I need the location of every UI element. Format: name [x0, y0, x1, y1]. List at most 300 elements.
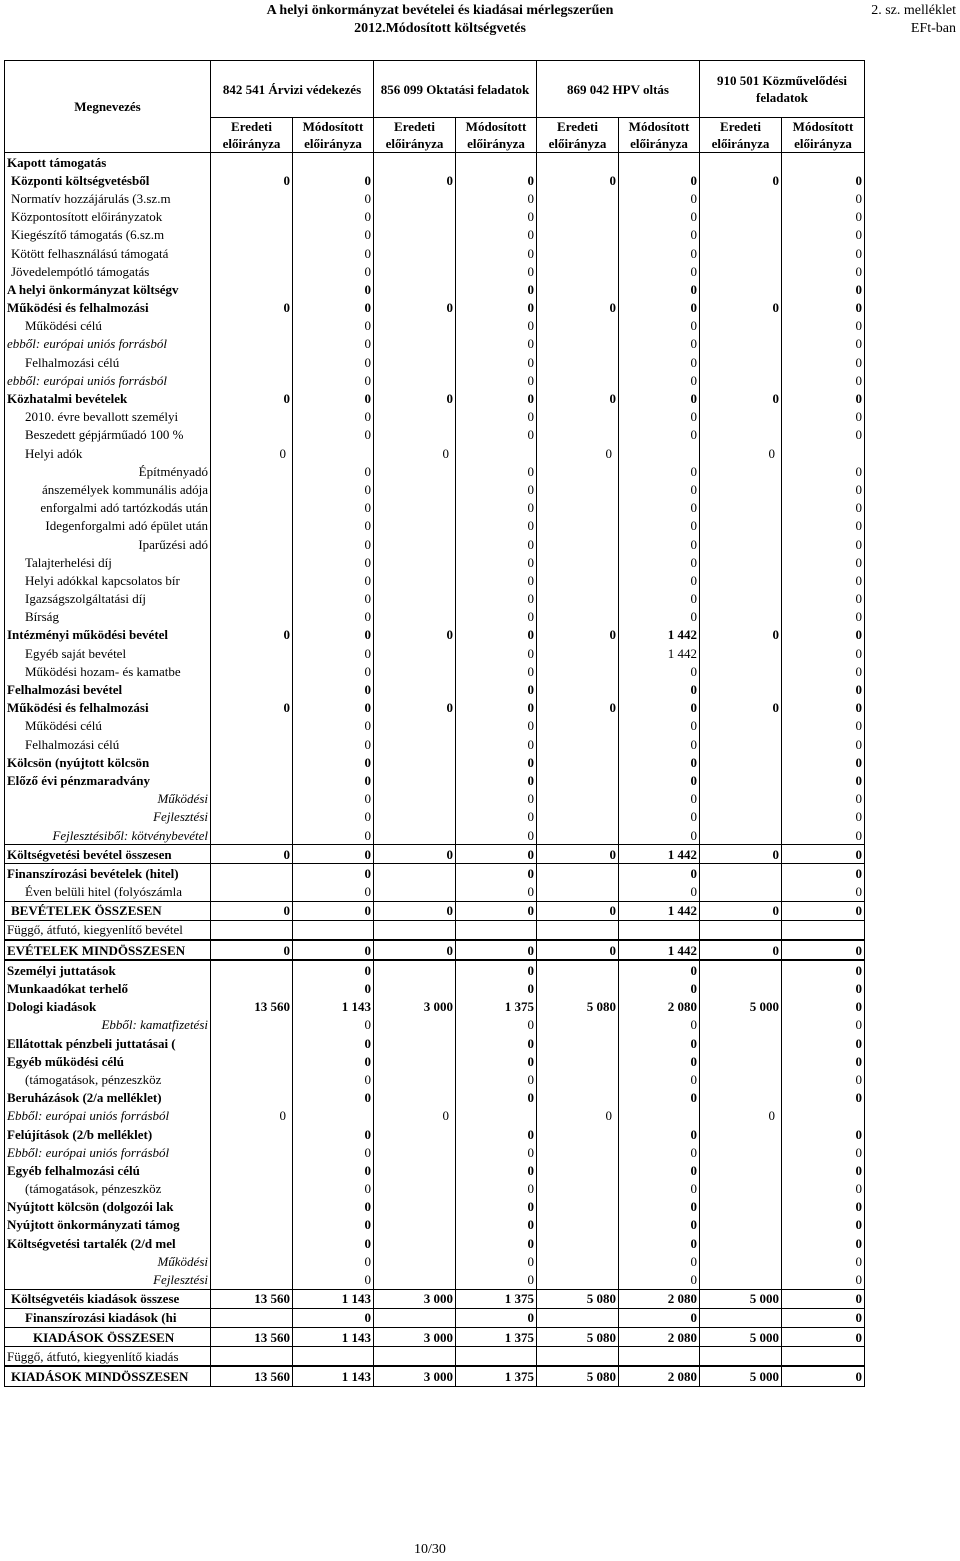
value-cell: [700, 208, 782, 226]
row-label: 2010. évre bevallott személyi: [5, 408, 211, 426]
value-cell: 0: [782, 1328, 865, 1347]
value-cell: 0: [456, 771, 537, 789]
value-cell: [700, 1270, 782, 1289]
value-cell: [374, 153, 456, 172]
value-cell: 0: [293, 226, 374, 244]
table-row: [5, 790, 865, 808]
value-cell: 0: [456, 979, 537, 997]
value-cell: [700, 371, 782, 389]
value-cell: [537, 517, 619, 535]
value-cell: [700, 426, 782, 444]
value-cell: [211, 353, 293, 371]
value-cell: 0: [782, 408, 865, 426]
value-cell: [700, 1034, 782, 1052]
value-cell: 0: [293, 1161, 374, 1179]
value-cell: [374, 244, 456, 262]
value-cell: 0: [619, 608, 700, 626]
value-cell: [374, 1089, 456, 1107]
value-cell: [700, 883, 782, 902]
table-row: [5, 1216, 865, 1234]
value-cell: 0: [619, 1034, 700, 1052]
value-cell: [537, 1234, 619, 1252]
value-cell: 0: [456, 940, 537, 960]
value-cell: 0: [293, 826, 374, 845]
page-number: 10/30: [414, 1542, 446, 1557]
value-cell: [211, 1308, 293, 1327]
value-cell: [782, 1347, 865, 1367]
value-cell: [374, 226, 456, 244]
value-cell: 3 000: [374, 1289, 456, 1308]
value-cell: [211, 208, 293, 226]
value-cell: 0: [619, 1180, 700, 1198]
value-cell: [700, 480, 782, 498]
value-cell: [374, 535, 456, 553]
value-cell: 0: [619, 590, 700, 608]
table-row: [5, 1016, 865, 1034]
row-label: Egyéb működési célú: [5, 1052, 211, 1070]
value-cell: [537, 408, 619, 426]
value-cell: [211, 790, 293, 808]
value-cell: [700, 189, 782, 207]
value-cell: [374, 979, 456, 997]
value-cell: 0: [619, 499, 700, 517]
value-cell: 0: [619, 883, 700, 902]
value-cell: 0: [782, 480, 865, 498]
value-cell: [700, 979, 782, 997]
value-cell: 0: [700, 699, 782, 717]
value-cell: 0: [456, 280, 537, 298]
value-cell: [700, 262, 782, 280]
value-cell: [537, 1034, 619, 1052]
value-cell: 0: [619, 1252, 700, 1270]
value-cell: [211, 1270, 293, 1289]
value-cell: [537, 499, 619, 517]
value-cell: 0: [293, 208, 374, 226]
value-cell: 0: [211, 444, 293, 462]
value-cell: [211, 717, 293, 735]
table-row: [5, 644, 865, 662]
table-row: [5, 553, 865, 571]
value-cell: 0: [456, 335, 537, 353]
value-cell: [374, 353, 456, 371]
value-cell: 0: [456, 353, 537, 371]
value-cell: 0: [293, 883, 374, 902]
row-label: Függő, átfutó, kiegyenlítő bevétel: [5, 920, 211, 940]
value-cell: [211, 371, 293, 389]
row-label: Dologi kiadások: [5, 998, 211, 1016]
value-cell: 0: [619, 426, 700, 444]
row-label: Nyújtott önkormányzati támog: [5, 1216, 211, 1234]
value-cell: [374, 644, 456, 662]
row-label: Felhalmozási célú: [5, 735, 211, 753]
value-cell: 0: [619, 335, 700, 353]
value-cell: [374, 1161, 456, 1179]
value-cell: [211, 535, 293, 553]
row-label: Helyi adókkal kapcsolatos bír: [5, 571, 211, 589]
row-label: Nyújtott kölcsön (dolgozói lak: [5, 1198, 211, 1216]
value-cell: [700, 680, 782, 698]
value-cell: [211, 644, 293, 662]
value-cell: [537, 317, 619, 335]
value-cell: 0: [700, 299, 782, 317]
value-cell: 0: [293, 1234, 374, 1252]
value-cell: [211, 1161, 293, 1179]
value-cell: [700, 920, 782, 940]
value-cell: [211, 571, 293, 589]
value-cell: 0: [293, 1070, 374, 1088]
value-cell: 2 080: [619, 1328, 700, 1347]
row-label: Helyi adók: [5, 444, 211, 462]
value-cell: [374, 280, 456, 298]
value-cell: [374, 1216, 456, 1234]
value-cell: 1 442: [619, 940, 700, 960]
row-label: Építményadó: [5, 462, 211, 480]
value-cell: [782, 444, 865, 462]
value-cell: [374, 680, 456, 698]
value-cell: 0: [456, 735, 537, 753]
value-cell: 0: [456, 262, 537, 280]
row-label: Éven belüli hitel (folyószámla: [5, 883, 211, 902]
value-cell: 0: [456, 499, 537, 517]
value-cell: [211, 226, 293, 244]
value-cell: [537, 226, 619, 244]
value-cell: [293, 1107, 374, 1125]
value-cell: [211, 1347, 293, 1367]
value-cell: 0: [211, 940, 293, 960]
value-cell: 0: [782, 1252, 865, 1270]
value-cell: 0: [374, 171, 456, 189]
value-cell: 0: [619, 189, 700, 207]
row-label: ánszemélyek kommunális adója: [5, 480, 211, 498]
value-cell: 0: [700, 171, 782, 189]
table-row: [5, 998, 865, 1016]
row-label: Előző évi pénzmaradvány: [5, 771, 211, 789]
value-cell: 0: [537, 444, 619, 462]
value-cell: [537, 535, 619, 553]
value-cell: 5 080: [537, 998, 619, 1016]
value-cell: [211, 262, 293, 280]
value-cell: 0: [456, 299, 537, 317]
value-cell: 0: [619, 389, 700, 407]
value-cell: [700, 499, 782, 517]
value-cell: [700, 753, 782, 771]
value-cell: [374, 426, 456, 444]
value-cell: 0: [293, 644, 374, 662]
table-row: [5, 920, 865, 940]
value-cell: [537, 1216, 619, 1234]
value-cell: 0: [293, 389, 374, 407]
column-header-eredeti: Eredeti előirányza: [537, 118, 619, 153]
value-cell: [211, 317, 293, 335]
table-row: [5, 1161, 865, 1179]
value-cell: [211, 1143, 293, 1161]
row-label: Felújítások (2/b melléklet): [5, 1125, 211, 1143]
value-cell: 0: [456, 1052, 537, 1070]
value-cell: 0: [782, 299, 865, 317]
title-line-2: 2012.Módosított költségvetés: [354, 21, 526, 36]
value-cell: 0: [293, 808, 374, 826]
value-cell: [700, 408, 782, 426]
value-cell: 0: [211, 845, 293, 864]
value-cell: [211, 1180, 293, 1198]
value-cell: 0: [211, 626, 293, 644]
table-row: [5, 1366, 865, 1386]
row-label: Kölcsön (nyújtott kölcsön: [5, 753, 211, 771]
value-cell: 0: [456, 208, 537, 226]
table-row: [5, 371, 865, 389]
value-cell: [537, 920, 619, 940]
row-label: Központosított előirányzatok: [5, 208, 211, 226]
value-cell: [211, 920, 293, 940]
value-cell: [374, 317, 456, 335]
row-label: Kapott támogatás: [5, 153, 211, 172]
value-cell: 0: [293, 262, 374, 280]
value-cell: [537, 808, 619, 826]
value-cell: [700, 1180, 782, 1198]
value-cell: [374, 408, 456, 426]
value-cell: [537, 426, 619, 444]
row-label: EVÉTELEK MINDÖSSZESEN: [5, 940, 211, 960]
column-header-eredeti: Eredeti előirányza: [700, 118, 782, 153]
value-cell: 2 080: [619, 1366, 700, 1386]
value-cell: [700, 153, 782, 172]
value-cell: 0: [782, 1216, 865, 1234]
row-label: Iparűzési adó: [5, 535, 211, 553]
value-cell: [537, 153, 619, 172]
value-cell: [211, 1070, 293, 1088]
value-cell: [537, 979, 619, 997]
value-cell: [537, 571, 619, 589]
table-row: [5, 940, 865, 960]
value-cell: 0: [619, 1052, 700, 1070]
value-cell: [456, 444, 537, 462]
value-cell: [700, 808, 782, 826]
value-cell: 0: [456, 1089, 537, 1107]
value-cell: [700, 226, 782, 244]
value-cell: 0: [782, 883, 865, 902]
value-cell: [374, 335, 456, 353]
value-cell: 0: [619, 680, 700, 698]
value-cell: 5 080: [537, 1289, 619, 1308]
value-cell: [700, 1161, 782, 1179]
row-label: Ebből: európai uniós forrásból: [5, 1107, 211, 1125]
value-cell: [211, 662, 293, 680]
row-label: Normatív hozzájárulás (3.sz.m: [5, 189, 211, 207]
value-cell: 0: [374, 1107, 456, 1125]
value-cell: 0: [619, 960, 700, 979]
value-cell: 0: [293, 1125, 374, 1143]
value-cell: 1 375: [456, 1366, 537, 1386]
value-cell: 0: [456, 462, 537, 480]
column-group-856099: 856 099 Oktatási feladatok: [374, 61, 537, 118]
value-cell: 0: [456, 317, 537, 335]
row-label: (támogatások, pénzeszköz: [5, 1070, 211, 1088]
value-cell: 0: [293, 189, 374, 207]
table-row: [5, 901, 865, 920]
row-label: Ebből: kamatfizetési: [5, 1016, 211, 1034]
value-cell: [293, 153, 374, 172]
value-cell: [700, 535, 782, 553]
value-cell: 0: [782, 864, 865, 883]
value-cell: [374, 1143, 456, 1161]
value-cell: 0: [782, 1070, 865, 1088]
value-cell: [374, 590, 456, 608]
value-cell: [374, 864, 456, 883]
value-cell: [211, 960, 293, 979]
value-cell: [211, 735, 293, 753]
table-row: [5, 517, 865, 535]
value-cell: 0: [782, 262, 865, 280]
value-cell: [700, 717, 782, 735]
value-cell: 0: [456, 226, 537, 244]
value-cell: 0: [619, 1270, 700, 1289]
value-cell: 5 000: [700, 1328, 782, 1347]
value-cell: [700, 790, 782, 808]
table-row: [5, 1125, 865, 1143]
value-cell: 0: [619, 1308, 700, 1327]
value-cell: 0: [537, 171, 619, 189]
value-cell: 0: [782, 590, 865, 608]
value-cell: [619, 920, 700, 940]
row-label: Működési: [5, 1252, 211, 1270]
value-cell: [537, 553, 619, 571]
value-cell: [211, 1216, 293, 1234]
value-cell: [619, 1347, 700, 1367]
value-cell: 0: [293, 517, 374, 535]
value-cell: [537, 1052, 619, 1070]
value-cell: [211, 1125, 293, 1143]
column-group-869042: 869 042 HPV oltás: [537, 61, 700, 118]
value-cell: 0: [619, 753, 700, 771]
value-cell: 0: [456, 808, 537, 826]
table-row: [5, 1289, 865, 1308]
value-cell: 0: [782, 189, 865, 207]
value-cell: 0: [537, 845, 619, 864]
value-cell: [700, 771, 782, 789]
row-label: Működési célú: [5, 317, 211, 335]
value-cell: [211, 480, 293, 498]
value-cell: [374, 1234, 456, 1252]
value-cell: [211, 680, 293, 698]
table-row: [5, 480, 865, 498]
value-cell: [374, 826, 456, 845]
value-cell: [456, 920, 537, 940]
value-cell: [537, 480, 619, 498]
table-row: [5, 680, 865, 698]
value-cell: [537, 1125, 619, 1143]
table-row: [5, 699, 865, 717]
value-cell: [537, 735, 619, 753]
value-cell: 0: [619, 1070, 700, 1088]
value-cell: 0: [619, 262, 700, 280]
value-cell: [537, 753, 619, 771]
value-cell: [700, 590, 782, 608]
value-cell: 0: [293, 353, 374, 371]
value-cell: 0: [211, 699, 293, 717]
value-cell: [456, 153, 537, 172]
value-cell: 0: [293, 901, 374, 920]
value-cell: 0: [782, 644, 865, 662]
row-label: Felhalmozási bevétel: [5, 680, 211, 698]
row-label: Fejlesztési: [5, 808, 211, 826]
value-cell: [700, 826, 782, 845]
value-cell: 0: [619, 480, 700, 498]
column-header-eredeti: Eredeti előirányza: [374, 118, 456, 153]
value-cell: [211, 1234, 293, 1252]
value-cell: 0: [619, 226, 700, 244]
value-cell: 0: [537, 299, 619, 317]
table-row: [5, 590, 865, 608]
value-cell: 0: [782, 1180, 865, 1198]
value-cell: 0: [456, 845, 537, 864]
value-cell: 0: [293, 753, 374, 771]
table-row: [5, 1052, 865, 1070]
value-cell: [700, 1089, 782, 1107]
value-cell: 1 442: [619, 845, 700, 864]
value-cell: 1 375: [456, 1328, 537, 1347]
column-header-modositott: Módosított előirányza: [456, 118, 537, 153]
value-cell: 0: [456, 662, 537, 680]
value-cell: 0: [456, 1234, 537, 1252]
row-label: Jövedelempótló támogatás: [5, 262, 211, 280]
value-cell: 0: [374, 845, 456, 864]
value-cell: [211, 1052, 293, 1070]
value-cell: 0: [456, 608, 537, 626]
value-cell: 0: [537, 626, 619, 644]
value-cell: 0: [456, 901, 537, 920]
value-cell: 0: [456, 826, 537, 845]
value-cell: 0: [293, 408, 374, 426]
value-cell: [537, 771, 619, 789]
value-cell: 0: [700, 444, 782, 462]
table-row: [5, 462, 865, 480]
value-cell: 0: [293, 626, 374, 644]
value-cell: 0: [293, 1089, 374, 1107]
row-label: Fejlesztési: [5, 1270, 211, 1289]
value-cell: 0: [782, 1161, 865, 1179]
value-cell: 0: [293, 1143, 374, 1161]
value-cell: 1 442: [619, 901, 700, 920]
value-cell: [537, 1070, 619, 1088]
value-cell: 0: [456, 1125, 537, 1143]
value-cell: [211, 462, 293, 480]
value-cell: 0: [293, 979, 374, 997]
value-cell: 0: [456, 171, 537, 189]
value-cell: [374, 1052, 456, 1070]
value-cell: [456, 1107, 537, 1125]
value-cell: [700, 662, 782, 680]
value-cell: [374, 571, 456, 589]
value-cell: 0: [782, 940, 865, 960]
value-cell: [374, 462, 456, 480]
value-cell: 0: [782, 790, 865, 808]
value-cell: 0: [619, 462, 700, 480]
value-cell: [537, 826, 619, 845]
table-row: [5, 226, 865, 244]
table-row: [5, 280, 865, 298]
column-header-modositott: Módosított előirányza: [293, 118, 374, 153]
value-cell: 0: [782, 699, 865, 717]
value-cell: [700, 644, 782, 662]
row-label: Költségvetési bevétel összesen: [5, 845, 211, 864]
table-row: [5, 262, 865, 280]
table-row: [5, 1070, 865, 1088]
value-cell: 0: [456, 1198, 537, 1216]
value-cell: 0: [456, 408, 537, 426]
value-cell: [374, 1252, 456, 1270]
value-cell: [700, 1070, 782, 1088]
row-label: Központi költségvetésből: [5, 171, 211, 189]
